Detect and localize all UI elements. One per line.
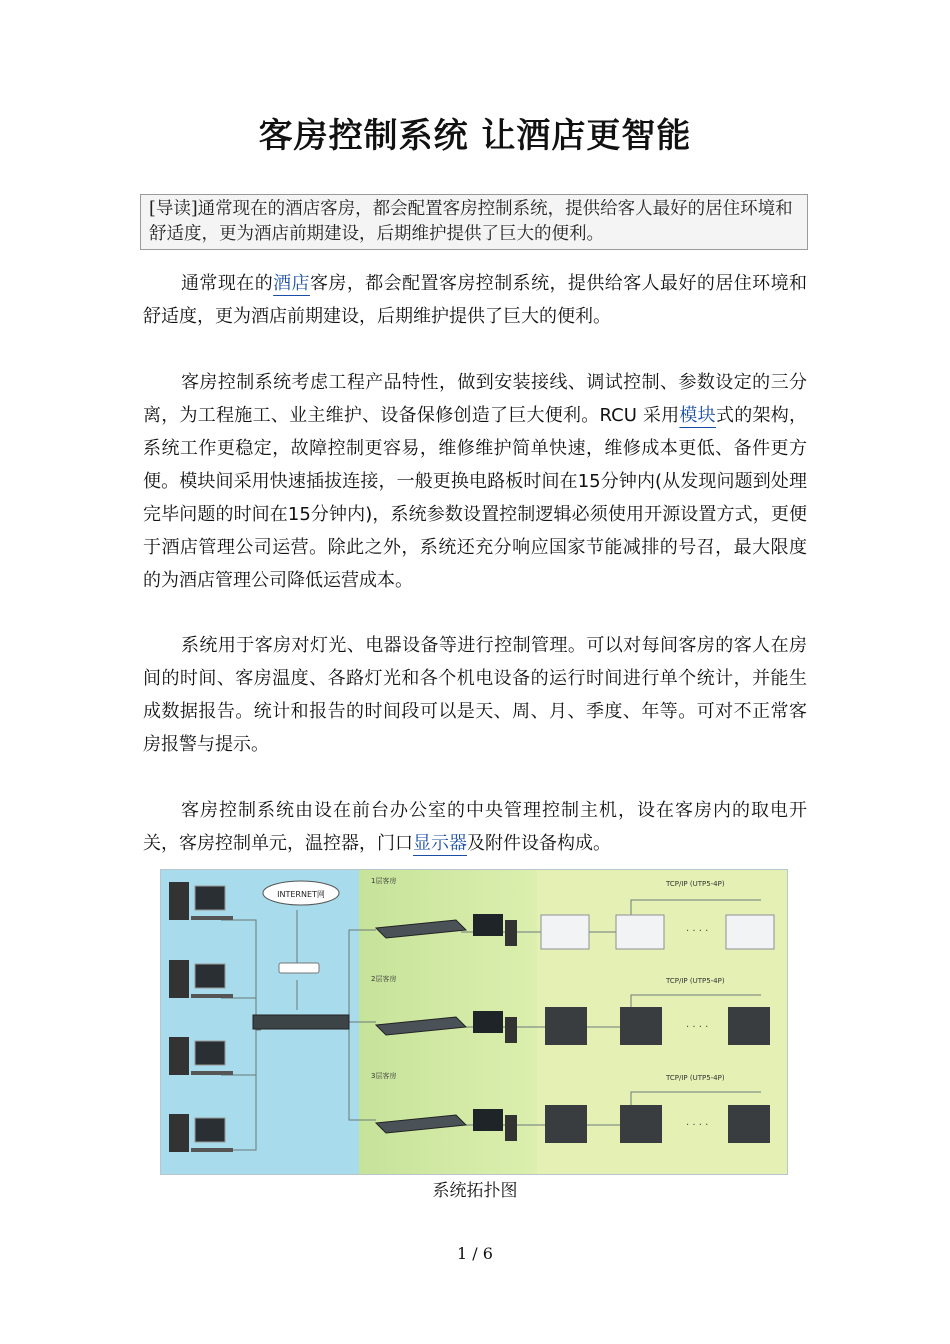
router-icon (279, 963, 319, 973)
paragraph-1 (143, 267, 807, 333)
floor-label: 3层客房 (371, 1072, 397, 1080)
paragraph-3 (143, 629, 807, 761)
room-controller-icon (620, 1105, 662, 1143)
room-controller-icon (616, 915, 664, 949)
network-label: TCP/IP (UTP5-4P) (666, 977, 725, 985)
room-controller-icon (728, 1007, 770, 1045)
hotel-link[interactable]: 酒店 (273, 273, 310, 294)
room-controller-icon (620, 1007, 662, 1045)
room-controller-icon (545, 1007, 587, 1045)
ellipsis-icon: · · · · (686, 1120, 709, 1131)
core-switch-icon (253, 1015, 349, 1029)
network-label: TCP/IP (UTP5-4P) (666, 1074, 725, 1082)
page-number: 1 / 6 (457, 1244, 493, 1263)
paragraph-4 (143, 794, 807, 860)
network-label: TCP/IP (UTP5-4P) (666, 880, 725, 888)
floor-label: 1层客房 (371, 877, 397, 885)
paragraph-text: 客房，都会配置客房控制系统，提供给客人最好的居住环境和舒适度，更为酒店前期建设，后期维护提供了巨大的便利。 (143, 273, 808, 327)
floor-label: 2层客房 (371, 975, 397, 983)
room-controller-icon (728, 1105, 770, 1143)
module-link[interactable]: 模块 (679, 405, 716, 426)
paragraph-text: 通常现在的 (181, 273, 274, 294)
paragraph-2 (143, 366, 807, 597)
display-link[interactable]: 显示器 (413, 833, 467, 854)
paragraph-text: 客房控制系统由设在前台办公室的中央管理控制主机，设在客房内的取电开关，客房控制单元，温控器，门口 (143, 800, 807, 854)
figure-caption: 系统拓扑图 (432, 1181, 518, 1201)
ellipsis-icon: · · · · (686, 1022, 709, 1033)
paragraph-text: 客房控制系统考虑工程产品特性，做到安装接线、调试控制、参数设定的三分离，为工程施工、业主维护、设备保修创造了巨大便利。RCU 采用 (143, 372, 807, 426)
paragraph-text: 及附件设备构成。 (467, 833, 611, 854)
room-controller-icon (541, 915, 589, 949)
system-topology-figure (160, 869, 788, 1175)
lead-summary: [导读]通常现在的酒店客房，都会配置客房控制系统，提供给客人最好的居住环境和舒适度，更为酒店前期建设，后期维护提供了巨大的便利。 (140, 194, 808, 250)
internet-label: INTERNET网 (277, 890, 325, 899)
room-controller-icon (545, 1105, 587, 1143)
paragraph-text: 系统用于客房对灯光、电器设备等进行控制管理。可以对每间客房的客人在房间的时间、客房温度、各路灯光和各个机电设备的运行时间进行单个统计，并能生成数据报告。统计和报告的时间段可以是天、周、月、季度、年等。可对不正常客房报警与提示。 (143, 635, 807, 755)
ellipsis-icon: · · · · (686, 926, 709, 937)
paragraph-text: 式的架构，系统工作更稳定，故障控制更容易，维修维护简单快速，维修成本更低、备件更方便。模块间采用快速插拔连接，一般更换电路板时间在15分钟内(从发现问题到处理完毕问题的时间在15分钟内)，系统参数设置控制逻辑必须使用开源设置方式，更便于酒店管理公司运营。除此之外，系统还充分响应国家节能减排的号召，最大限度的为酒店管理公司降低运营成本。 (143, 405, 808, 591)
document-title: 客房控制系统 让酒店更智能 (258, 116, 692, 156)
room-controller-icon (726, 915, 774, 949)
